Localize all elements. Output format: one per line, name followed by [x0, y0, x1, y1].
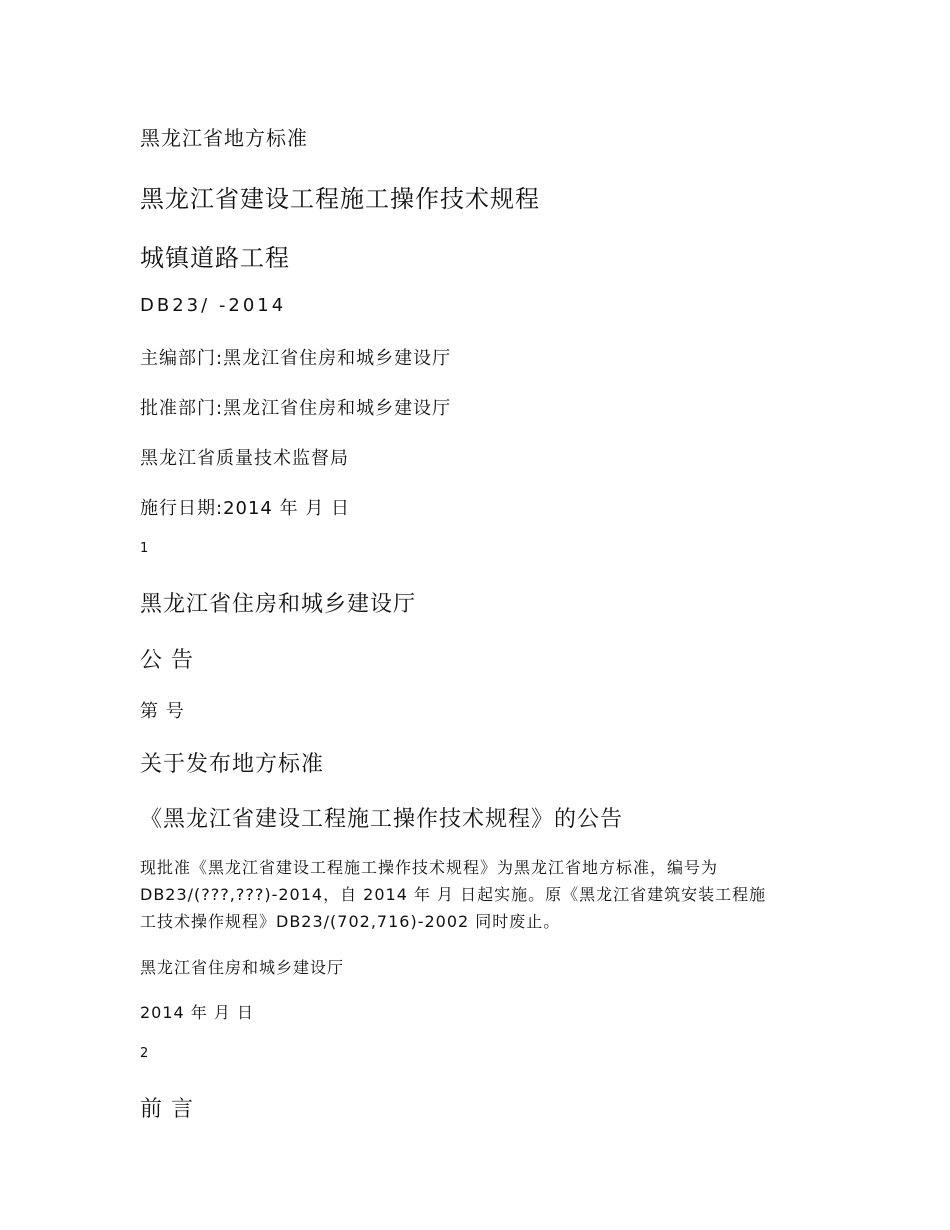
announcement-title-line1: 关于发布地方标准 — [140, 752, 325, 777]
announcement-body-line3: 工技术操作规程》DB23/(702,716)-2002 同时废止。 — [140, 912, 561, 931]
announcement-issuer: 黑龙江省住房和城乡建设厅 — [140, 592, 417, 617]
announcement-date: 2014 年 月 日 — [140, 1003, 254, 1022]
page-number-1: 1 — [140, 541, 150, 556]
effective-date: 施行日期:2014 年 月 日 — [140, 498, 351, 519]
preface-heading: 前 言 — [140, 1097, 194, 1122]
standard-code: DB23/ -2014 — [140, 295, 287, 316]
announcement-number: 第 号 — [140, 701, 185, 722]
standard-type: 黑龙江省地方标准 — [140, 126, 308, 150]
approval-department: 批准部门:黑龙江省住房和城乡建设厅 — [140, 398, 452, 419]
document-subtitle: 城镇道路工程 — [140, 244, 290, 272]
announcement-title-line2: 《黑龙江省建设工程施工操作技术规程》的公告 — [140, 807, 624, 832]
document-title: 黑龙江省建设工程施工操作技术规程 — [140, 185, 540, 213]
announcement-heading: 公 告 — [140, 648, 194, 673]
editor-department: 主编部门:黑龙江省住房和城乡建设厅 — [140, 348, 452, 369]
announcement-body-line1: 现批准《黑龙江省建设工程施工操作技术规程》为黑龙江省地方标准，编号为 — [140, 858, 719, 877]
announcement-signature: 黑龙江省住房和城乡建设厅 — [140, 958, 345, 977]
page-number-2: 2 — [140, 1046, 150, 1061]
approval-department-2: 黑龙江省质量技术监督局 — [140, 448, 349, 469]
announcement-body-line2: DB23/(???,???)-2014，自 2014 年 月 日起实施。原《黑龙江省建筑安装工程施 — [140, 885, 767, 904]
